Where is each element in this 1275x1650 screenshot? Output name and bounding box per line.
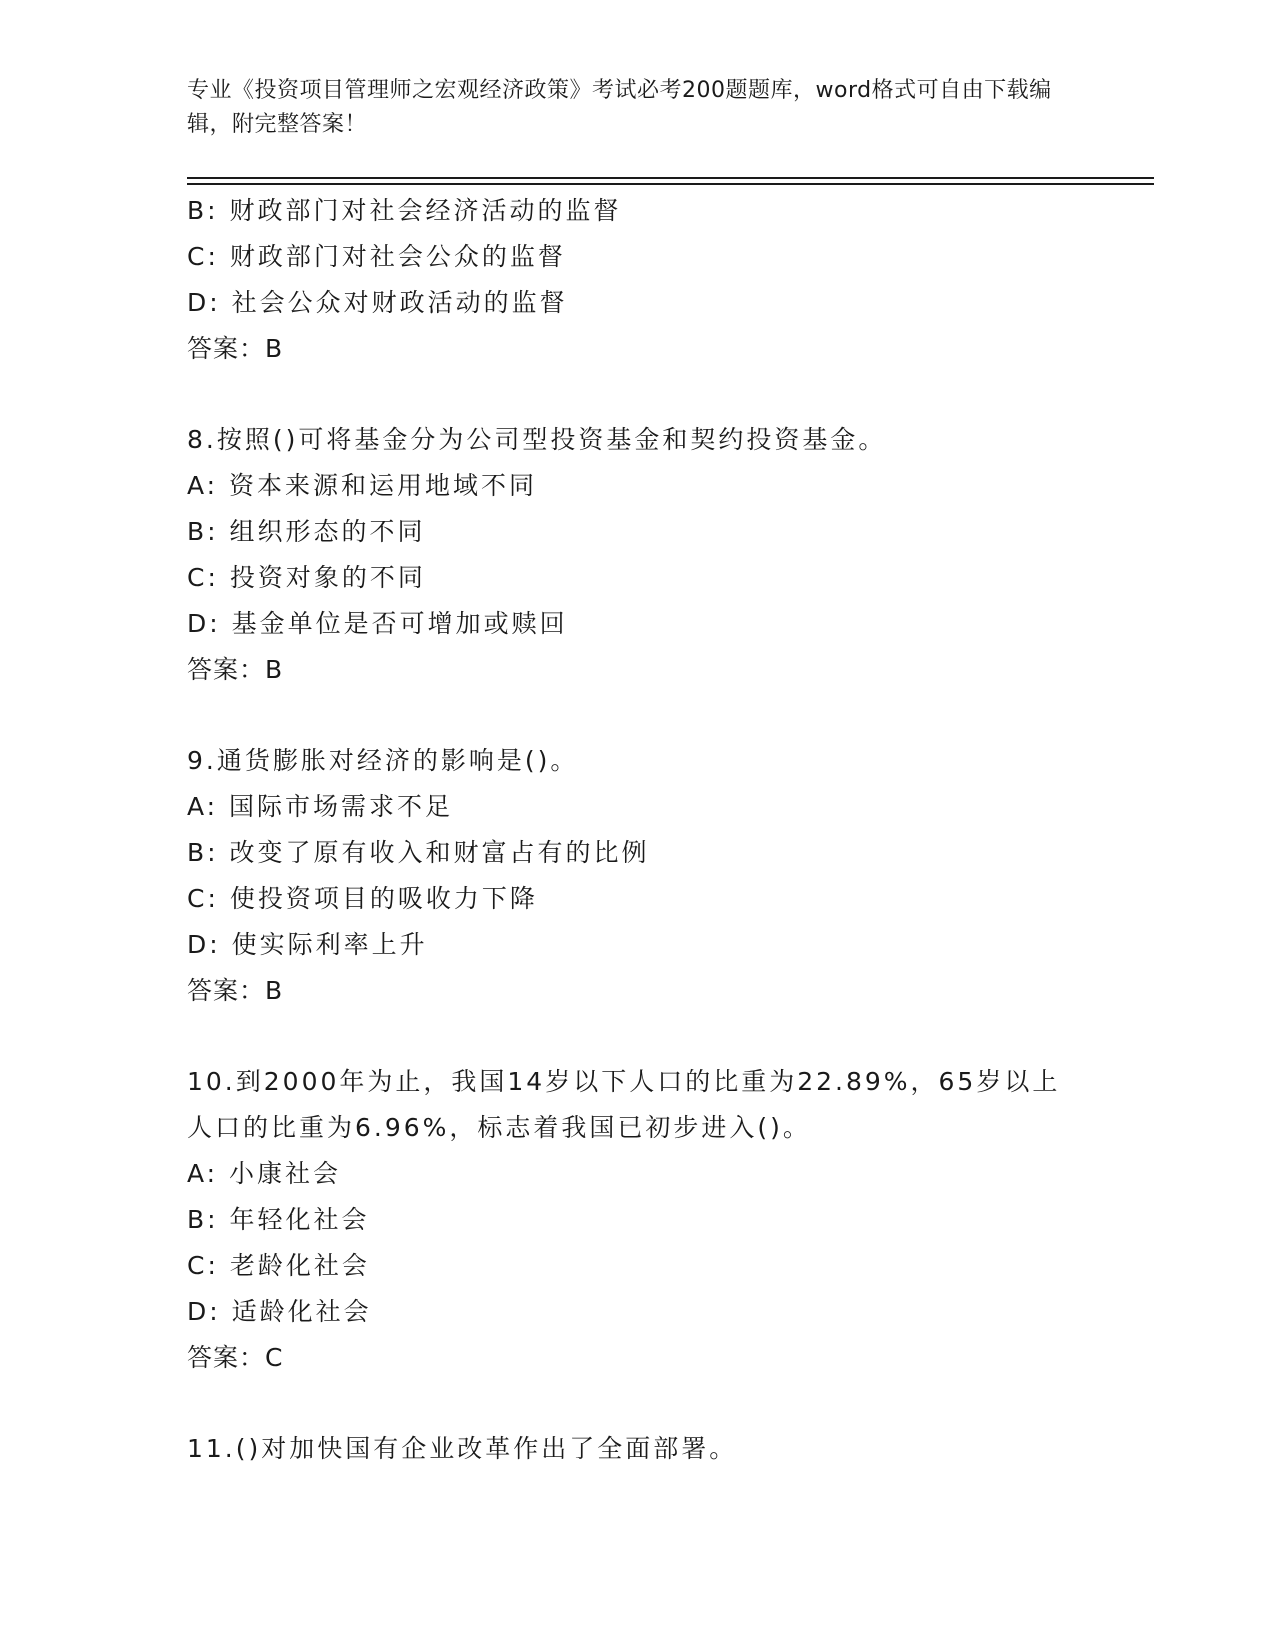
question-block-10	[187, 1059, 1087, 1381]
option-b: B: 财政部门对社会经济活动的监督	[187, 196, 622, 225]
option-c: C: 老龄化社会	[187, 1251, 370, 1280]
question-block-9	[187, 738, 1087, 1014]
question-block-11	[187, 1426, 1087, 1472]
answer: 答案：B	[187, 976, 284, 1005]
option-a: A: 资本来源和运用地域不同	[187, 471, 538, 500]
document-header: 专业《投资项目管理师之宏观经济政策》考试必考200题题库，word格式可自由下载编辑，附完整答案！	[187, 78, 1052, 137]
option-d: D: 基金单位是否可增加或赎回	[187, 609, 568, 638]
question-block-8	[187, 417, 1087, 693]
option-b: B: 年轻化社会	[187, 1205, 370, 1234]
option-b: B: 组织形态的不同	[187, 517, 426, 546]
option-d: D: 适龄化社会	[187, 1297, 372, 1326]
answer: 答案：B	[187, 334, 284, 363]
question-text: 11.()对加快国有企业改革作出了全面部署。	[187, 1434, 738, 1463]
option-a: A: 国际市场需求不足	[187, 792, 454, 821]
question-text: 9.通货膨胀对经济的影响是()。	[187, 746, 579, 775]
header-rule-top	[187, 177, 1154, 179]
answer: 答案：B	[187, 655, 284, 684]
option-c: C: 财政部门对社会公众的监督	[187, 242, 566, 271]
option-a: A: 小康社会	[187, 1159, 342, 1188]
option-c: C: 使投资项目的吸收力下降	[187, 884, 538, 913]
option-b: B: 改变了原有收入和财富占有的比例	[187, 838, 650, 867]
answer: 答案：C	[187, 1343, 284, 1372]
option-d: D: 社会公众对财政活动的监督	[187, 288, 568, 317]
question-text: 10.到2000年为止，我国14岁以下人口的比重为22.89%，65岁以上人口的比重为6.96%，标志着我国已初步进入()。	[187, 1067, 1061, 1142]
question-text: 8.按照()可将基金分为公司型投资基金和契约投资基金。	[187, 425, 887, 454]
question-list	[187, 188, 1087, 1472]
question-block-7	[187, 188, 1087, 372]
option-c: C: 投资对象的不同	[187, 563, 426, 592]
option-d: D: 使实际利率上升	[187, 930, 428, 959]
header-rule-bottom	[187, 183, 1154, 185]
